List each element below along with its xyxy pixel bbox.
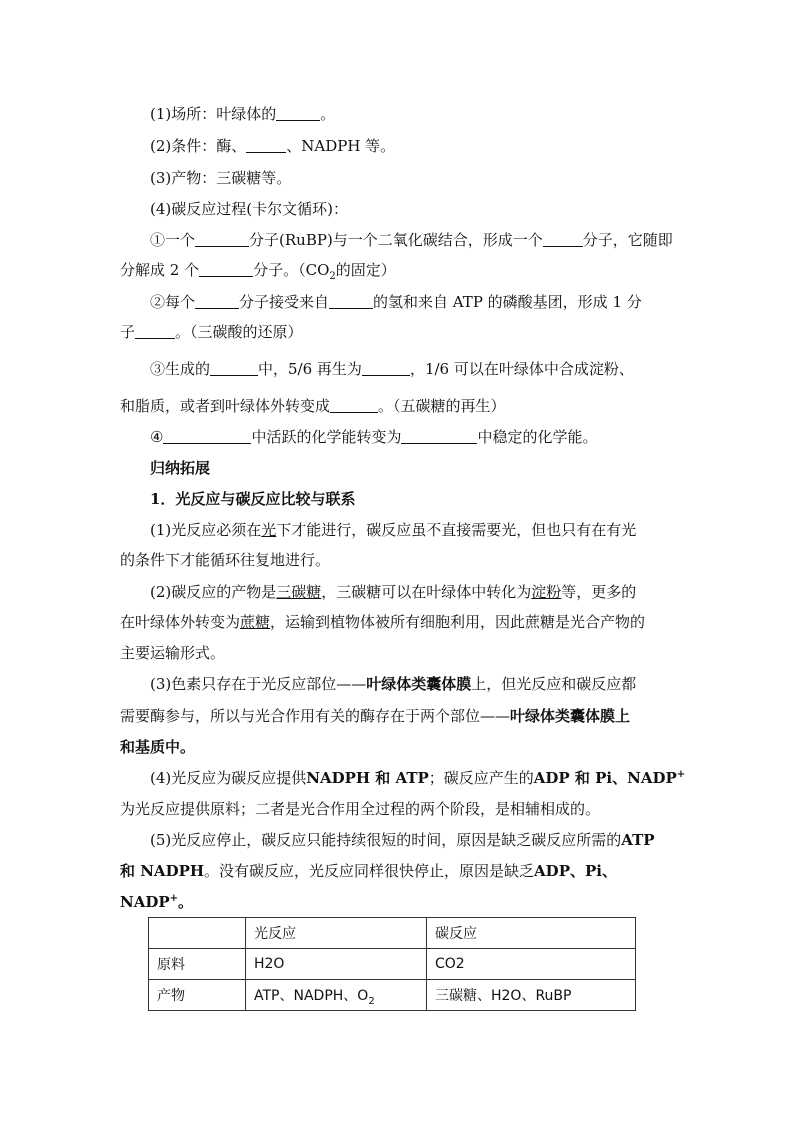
line-process: (4)碳反应过程(卡尔文循环)： — [150, 200, 348, 218]
table-cell: 碳反应 — [427, 918, 636, 949]
blank[interactable] — [195, 294, 239, 309]
line-location: (1)场所：叶绿体的 。 — [150, 105, 336, 123]
line-products: (3)产物：三碳糖等。 — [150, 169, 292, 187]
para1-line2: 的条件下才能循环往复地进行。 — [120, 551, 331, 569]
blank[interactable] — [163, 429, 251, 444]
line-step2b: 子 。（三碳酸的还原） — [120, 323, 303, 341]
line-step1b: 分解成 2 个 分子。（$CO_2$的固定） — [120, 261, 396, 282]
table-row — [149, 949, 636, 980]
line-step3a: ③生成的 中，5/6 再生为 ，1/6 可以在叶绿体中合成淀粉、 — [150, 360, 634, 378]
table-cell: H2O — [246, 949, 427, 980]
table-row — [149, 980, 636, 1011]
table-cell: 产物 — [149, 980, 246, 1011]
para4-line2: 为光反应提供原料；二者是光合作用全过程的两个阶段，是相辅相成的。 — [120, 800, 601, 818]
blank[interactable] — [199, 262, 253, 277]
blank[interactable] — [329, 294, 373, 309]
para5-line2: 和 NADPH。没有碳反应，光反应同样很快停止，原因是缺乏ADP、Pi、 — [120, 862, 617, 880]
blank[interactable] — [330, 398, 378, 413]
comparison-table — [148, 917, 636, 1011]
para2-line1: (2)碳反应的产物是三碳糖，三碳糖可以在叶绿体中转化为淀粉等，更多的 — [150, 583, 637, 601]
para5-line1: (5)光反应停止，碳反应只能持续很短的时间，原因是缺乏碳反应所需的ATP — [150, 831, 655, 849]
para4-line1: (4)光反应为碳反应提供NADPH 和 ATP；碳反应产生的ADP 和 Pi、NADP+ — [150, 769, 686, 787]
line-conditions: (2)条件：酶、 、NADPH 等。 — [150, 137, 396, 155]
table-cell: ATP、NADPH、$O_2$ — [246, 980, 427, 1011]
blank[interactable] — [246, 138, 286, 153]
blank[interactable] — [401, 429, 477, 444]
table-cell: 三碳糖、H2O、RuBP — [427, 980, 636, 1011]
table-cell: 原料 — [149, 949, 246, 980]
line-step1a: ①一个 分子(RuBP)与一个二氧化碳结合，形成一个 分子，它随即 — [150, 231, 673, 249]
section-heading: 归纳拓展 — [150, 459, 211, 477]
blank[interactable] — [195, 232, 249, 247]
para2-line3: 主要运输形式。 — [120, 644, 226, 662]
blank[interactable] — [135, 324, 175, 339]
para3-line1: (3)色素只存在于光反应部位——叶绿体类囊体膜上，但光反应和碳反应都 — [150, 675, 637, 693]
blank[interactable] — [362, 361, 410, 376]
table-cell: 光反应 — [246, 918, 427, 949]
line-step2a: ②每个 分子接受来自 的氢和来自 ATP 的磷酸基团，形成 1 分 — [150, 293, 642, 311]
blank[interactable] — [210, 361, 258, 376]
table-cell — [149, 918, 246, 949]
para3-line2: 需要酶参与，所以与光合作用有关的酶存在于两个部位——叶绿体类囊体膜上 — [120, 707, 631, 725]
blank[interactable] — [276, 106, 320, 121]
line-step4: ④ 中活跃的化学能转变为 中稳定的化学能。 — [150, 428, 598, 446]
line-step3b: 和脂质，或者到叶绿体外转变成 。（五碳糖的再生） — [120, 397, 506, 415]
table-row — [149, 918, 636, 949]
section-subheading: 1．光反应与碳反应比较与联系 — [150, 490, 356, 508]
para3-line3: 和基质中。 — [120, 738, 196, 756]
para1-line1: (1)光反应必须在光下才能进行，碳反应虽不直接需要光，但也只有在有光 — [150, 521, 637, 539]
blank[interactable] — [543, 232, 583, 247]
para2-line2: 在叶绿体外转变为蔗糖，运输到植物体被所有细胞利用，因此蔗糖是光合产物的 — [120, 613, 646, 631]
table-cell: CO2 — [427, 949, 636, 980]
para5-line3: NADP+。 — [120, 893, 194, 911]
